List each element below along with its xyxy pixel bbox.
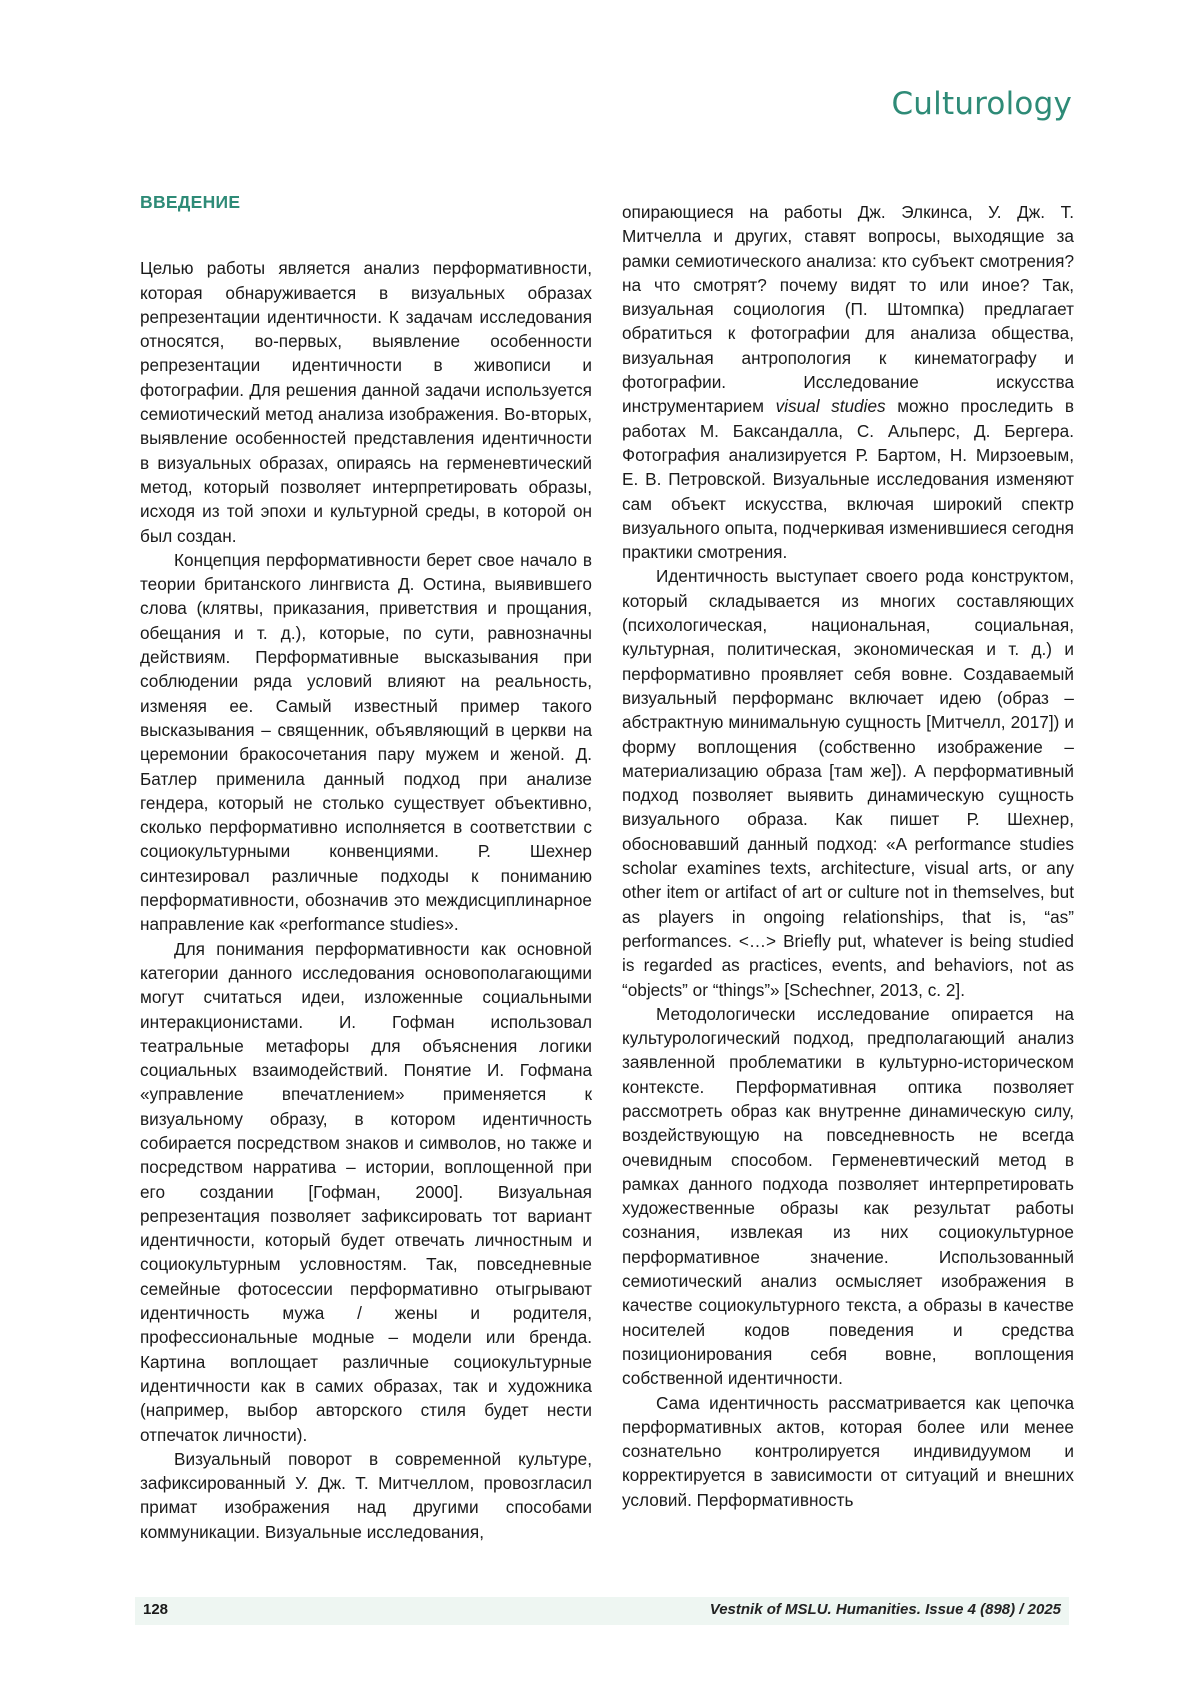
section-heading: ВВЕДЕНИЕ	[140, 192, 241, 212]
paragraph-text: опирающиеся на работы Дж. Элкинса, У. Дж. Т. Митчелла и других, ставят вопросы, выходящие за рамки семиотического анализа: кто субъект смотрения? на что смотрят? почему видят то или иное? Так, визуальная социология (П. Штомпка) предлагает обратиться к фотографии для анализа общества, визуальная антропология к кинематографу и фотографии. Исследование искусства инструментарием	[622, 202, 1074, 417]
section-title: Culturology	[891, 86, 1072, 122]
paragraph-text: можно проследить в работах М. Баксандалла, С. Альперс, Д. Бергера. Фотография анализируется Р. Бартом, Н. Мирзоевым, Е. В. Петровской. Визуальные исследования изменяют сам объект искусства, включая широкий спектр визуального опыта, подчеркивая изменившиеся сегодня практики смотрения.	[622, 396, 1074, 563]
right-column	[622, 200, 1074, 1512]
paragraph: Сама идентичность рассматривается как цепочка перформативных актов, которая более или менее сознательно контролируется индивидуумом и корректируется в зависимости от ситуаций и внешних условий. Перформативность	[622, 1392, 1074, 1510]
journal-citation: Vestnik of MSLU. Humanities. Issue 4 (898) / 2025	[709, 1601, 1061, 1618]
page-footer	[135, 1597, 1069, 1625]
italic-term: visual studies	[775, 396, 886, 417]
left-column	[140, 190, 592, 1544]
paragraph: Идентичность выступает своего рода конструктом, который складывается из многих составляющих (психологическая, национальная, социальная, культурная, политическая, экономическая и т. д.) и перформативно проявляет себя вовне. Создаваемый визуальный перформанс включает идею (образ – абстрактную минимальную сущность [Митчелл, 2017]) и форму воплощения (собственно изображение – материализацию образа [там же]). А перформативный подход позволяет выявить динамическую сущность визуального образа. Как пишет Р. Шехнер, обосновавший данный подход: «A performance studies scholar examines texts, architecture, visual arts, or any other item or artifact of art or culture not in themselves, but as players in ongoing relationships, that is, “as” performances. <…> Briefly put, whatever is being studied is regarded as practices, events, and behaviors, not as “objects” or “things”» [Schechner, 2013, c. 2].	[622, 566, 1074, 1000]
paragraph	[622, 200, 1074, 564]
paragraph: Визуальный поворот в современной культуре, зафиксированный У. Дж. Т. Митчеллом, провозгласил примат изображения над другими способами коммуникации. Визуальные исследования,	[140, 1448, 592, 1542]
paragraph: Методологически исследование опирается на культурологический подход, предполагающий анализ заявленной проблематики в культурно-историческом контексте. Перформативная оптика позволяет рассмотреть образ как внутренне динамическую силу, воздействующую на повседневность не всегда очевидным способом. Герменевтический метод в рамках данного подхода позволяет интерпретировать художественные образы как результат работы сознания, извлекая из них социокультурное перформативное значение. Использованный семиотический анализ осмысляет изображения в качестве социокультурного текста, а образы в качестве носителей кодов поведения и средства позиционирования себя вовне, воплощения собственной идентичности.	[622, 1003, 1074, 1389]
paragraph: Для понимания перформативности как основной категории данного исследования основополагающими могут считаться идеи, изложенные социальными интеракционистами. И. Гофман использовал театральные метафоры для объяснения логики социальных взаимодействий. Понятие И. Гофмана «управление впечатлением» применяется к визуальному образу, в котором идентичность собирается посредством знаков и символов, но также и посредством нарратива – истории, воплощенной при его создании [Гофман, 2000]. Визуальная репрезентация позволяет зафиксировать тот вариант идентичности, который будет отвечать личностным и социокультурным условностям. Так, повседневные семейные фотосессии перформативно отыгрывают идентичность мужа / жены и родителя, профессиональные модные – модели или бренда. Картина воплощает различные социокультурные идентичности как в самих образах, так и художника (например, выбор авторского стиля будет нести отпечаток личности).	[140, 938, 592, 1445]
paragraph: Концепция перформативности берет свое начало в теории британского лингвиста Д. Остина, выявившего слова (клятвы, приказания, приветствия и прощания, обещания и т. д.), которые, по сути, равнозначны действиям. Перформативные высказывания при соблюдении ряда условий влияют на реальность, изменяя ее. Самый известный пример такого высказывания – священник, объявляющий в церкви на церемонии бракосочетания пару мужем и женой. Д. Батлер применила данный подход при анализе гендера, который не столько существует объективно, сколько перформативно исполняется в соответствии с социокультурными конвенциями. Р. Шехнер синтезировал различные подходы к пониманию перформативности, обозначив это междисциплинарное направление как «performance studies».	[140, 549, 592, 935]
paragraph: Целью работы является анализ перформативности, которая обнаруживается в визуальных образах репрезентации идентичности. К задачам исследования относятся, во-первых, выявление особенности репрезентации идентичности в живописи и фотографии. Для решения данной задачи используется семиотический метод анализа изображения. Во-вторых, выявление особенностей представления идентичности в визуальных образах, опираясь на герменевтический метод, который позволяет интерпретировать образы, исходя из той эпохи и культурной среды, в которой он был создан.	[140, 258, 592, 546]
page-number: 128	[143, 1601, 169, 1618]
